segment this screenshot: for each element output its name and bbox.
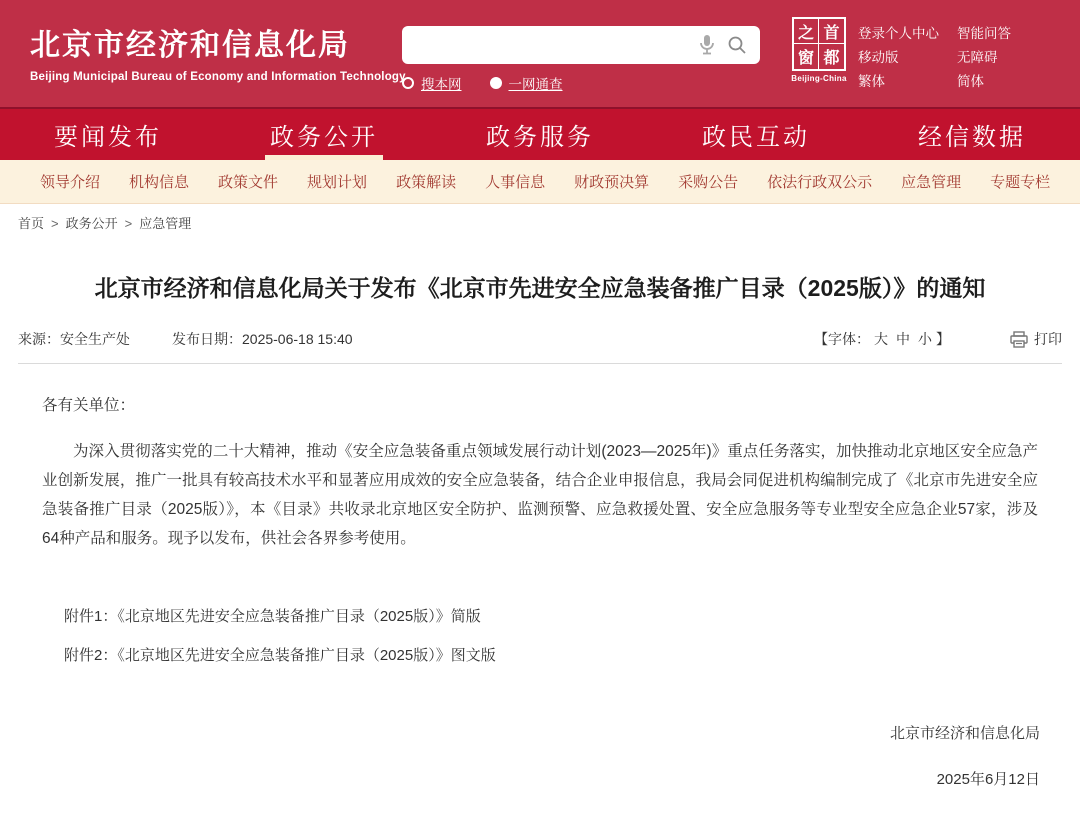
radio-icon [402, 77, 414, 89]
source-value: 安全生产处 [60, 331, 130, 347]
subnav-item-10[interactable]: 应急管理 [901, 174, 962, 191]
publish-date-label: 发布日期： [172, 331, 242, 347]
signature-date: 2025年6月12日 [936, 771, 1040, 788]
subnav-item-4[interactable]: 规划计划 [307, 174, 368, 191]
font-size-option-2[interactable]: 中 [896, 331, 910, 347]
signature-block [18, 722, 1062, 789]
breadcrumb-separator: > [51, 215, 59, 231]
printer-icon [1010, 331, 1028, 348]
article-body [18, 391, 1062, 789]
meta-right [814, 329, 1062, 349]
page-title: 北京市经济和信息化局关于发布《北京市先进安全应急装备推广目录（2025版）》的通知 [94, 275, 986, 301]
nav-item-1[interactable]: 要闻发布 [54, 124, 162, 151]
divider [18, 363, 1062, 364]
search-scope-option-2[interactable] [490, 73, 563, 93]
breadcrumb-item-1[interactable]: 首页 [18, 215, 45, 231]
seal-char: 首 [819, 19, 844, 44]
quick-links-column-2 [957, 22, 1011, 94]
article [18, 270, 1062, 789]
search-box [402, 26, 760, 64]
sub-nav [0, 160, 1080, 204]
radio-icon [490, 77, 502, 89]
attachment-link-2[interactable]: 附件2：《北京地区先进安全应急装备推广目录（2025版）》图文版 [64, 647, 496, 664]
signature-org: 北京市经济和信息化局 [889, 725, 1040, 742]
subnav-item-7[interactable]: 财政预决算 [574, 174, 650, 191]
seal-char: 之 [794, 19, 819, 44]
quick-link-3[interactable]: 繁体 [858, 74, 885, 89]
site-subtitle: Beijing Municipal Bureau of Economy and Information Technology [30, 71, 406, 83]
subnav-item-2[interactable]: 机构信息 [129, 174, 190, 191]
attachments [18, 603, 1062, 670]
attachment-link-1[interactable]: 附件1：《北京地区先进安全应急装备推广目录（2025版）》简版 [64, 608, 481, 625]
search-scope-label: 搜本网 [421, 77, 462, 92]
print-button[interactable] [1010, 329, 1062, 349]
search-icon[interactable] [727, 35, 747, 60]
search-area [402, 26, 760, 93]
main-nav [0, 107, 1080, 160]
quick-link-1[interactable]: 登录个人中心 [858, 26, 939, 41]
print-label: 打印 [1034, 331, 1062, 347]
subnav-item-6[interactable]: 人事信息 [485, 174, 546, 191]
nav-item-4[interactable]: 政民互动 [702, 124, 810, 151]
font-size-control [814, 329, 950, 349]
capital-window-logo[interactable] [789, 17, 849, 83]
source-label: 来源： [18, 331, 60, 347]
meta-left [18, 329, 353, 349]
subnav-item-9[interactable]: 依法行政双公示 [767, 174, 873, 191]
nav-item-3[interactable]: 政务服务 [486, 124, 594, 151]
subnav-item-1[interactable]: 领导介绍 [40, 174, 101, 191]
font-size-option-3[interactable]: 小 [918, 331, 932, 347]
font-label-close: 】 [936, 331, 950, 347]
font-size-option-1[interactable]: 大 [874, 331, 888, 347]
salutation: 各有关单位： [42, 397, 136, 414]
font-size-options [870, 329, 936, 349]
nav-item-5[interactable]: 经信数据 [918, 124, 1026, 151]
quick-links-column-1 [858, 22, 939, 94]
body-paragraph: 为深入贯彻落实党的二十大精神，推动《安全应急装备重点领域发展行动计划(2023—2025年)》重点任务落实，加快推动北京地区安全应急产业创新发展，推广一批具有较高技术水平和显著应用成效的安全应急装备，结合企业申报信息，我局会同促进机构编制完成了《北京市先进安全应急装备推广目录（2025版）》，本《目录》共收录北京地区安全防护、监测预警、应急救援处置、安全应急服务等专业型安全应急企业57家，涉及64种产品和服务。现予以发布，供社会各界参考使用。 [42, 443, 1038, 547]
search-scope-label: 一网通查 [508, 77, 563, 92]
breadcrumb-separator: > [124, 215, 133, 231]
article-meta [18, 329, 1062, 349]
site-logo[interactable] [30, 20, 406, 83]
subnav-item-5[interactable]: 政策解读 [396, 174, 457, 191]
publish-date-value: 2025-06-18 15:40 [242, 331, 353, 347]
capital-window-caption: Beijing-China [791, 74, 847, 83]
microphone-icon[interactable] [698, 34, 716, 61]
font-label-open: 【字体： [814, 331, 870, 347]
nav-item-2[interactable]: 政务公开 [216, 109, 432, 160]
capital-window-seal [792, 17, 846, 71]
seal-char: 都 [823, 50, 840, 67]
seal-char: 窗 [794, 44, 819, 69]
site-title: 北京市经济和信息化局 [30, 29, 350, 62]
quick-link-5[interactable]: 无障碍 [957, 50, 998, 65]
subnav-item-8[interactable]: 采购公告 [678, 174, 739, 191]
search-scope-option-1[interactable] [402, 73, 462, 93]
subnav-item-11[interactable]: 专题专栏 [990, 174, 1051, 191]
quick-link-2[interactable]: 移动版 [858, 50, 899, 65]
breadcrumb-item-3: 应急管理 [139, 215, 192, 231]
quick-link-6[interactable]: 简体 [957, 74, 984, 89]
subnav-item-3[interactable]: 政策文件 [218, 174, 279, 191]
quick-link-4[interactable]: 智能问答 [957, 26, 1011, 41]
breadcrumb [0, 204, 1080, 240]
search-scope-options [402, 73, 760, 93]
site-header [0, 0, 1080, 107]
breadcrumb-item-2[interactable]: 政务公开 [65, 215, 118, 231]
